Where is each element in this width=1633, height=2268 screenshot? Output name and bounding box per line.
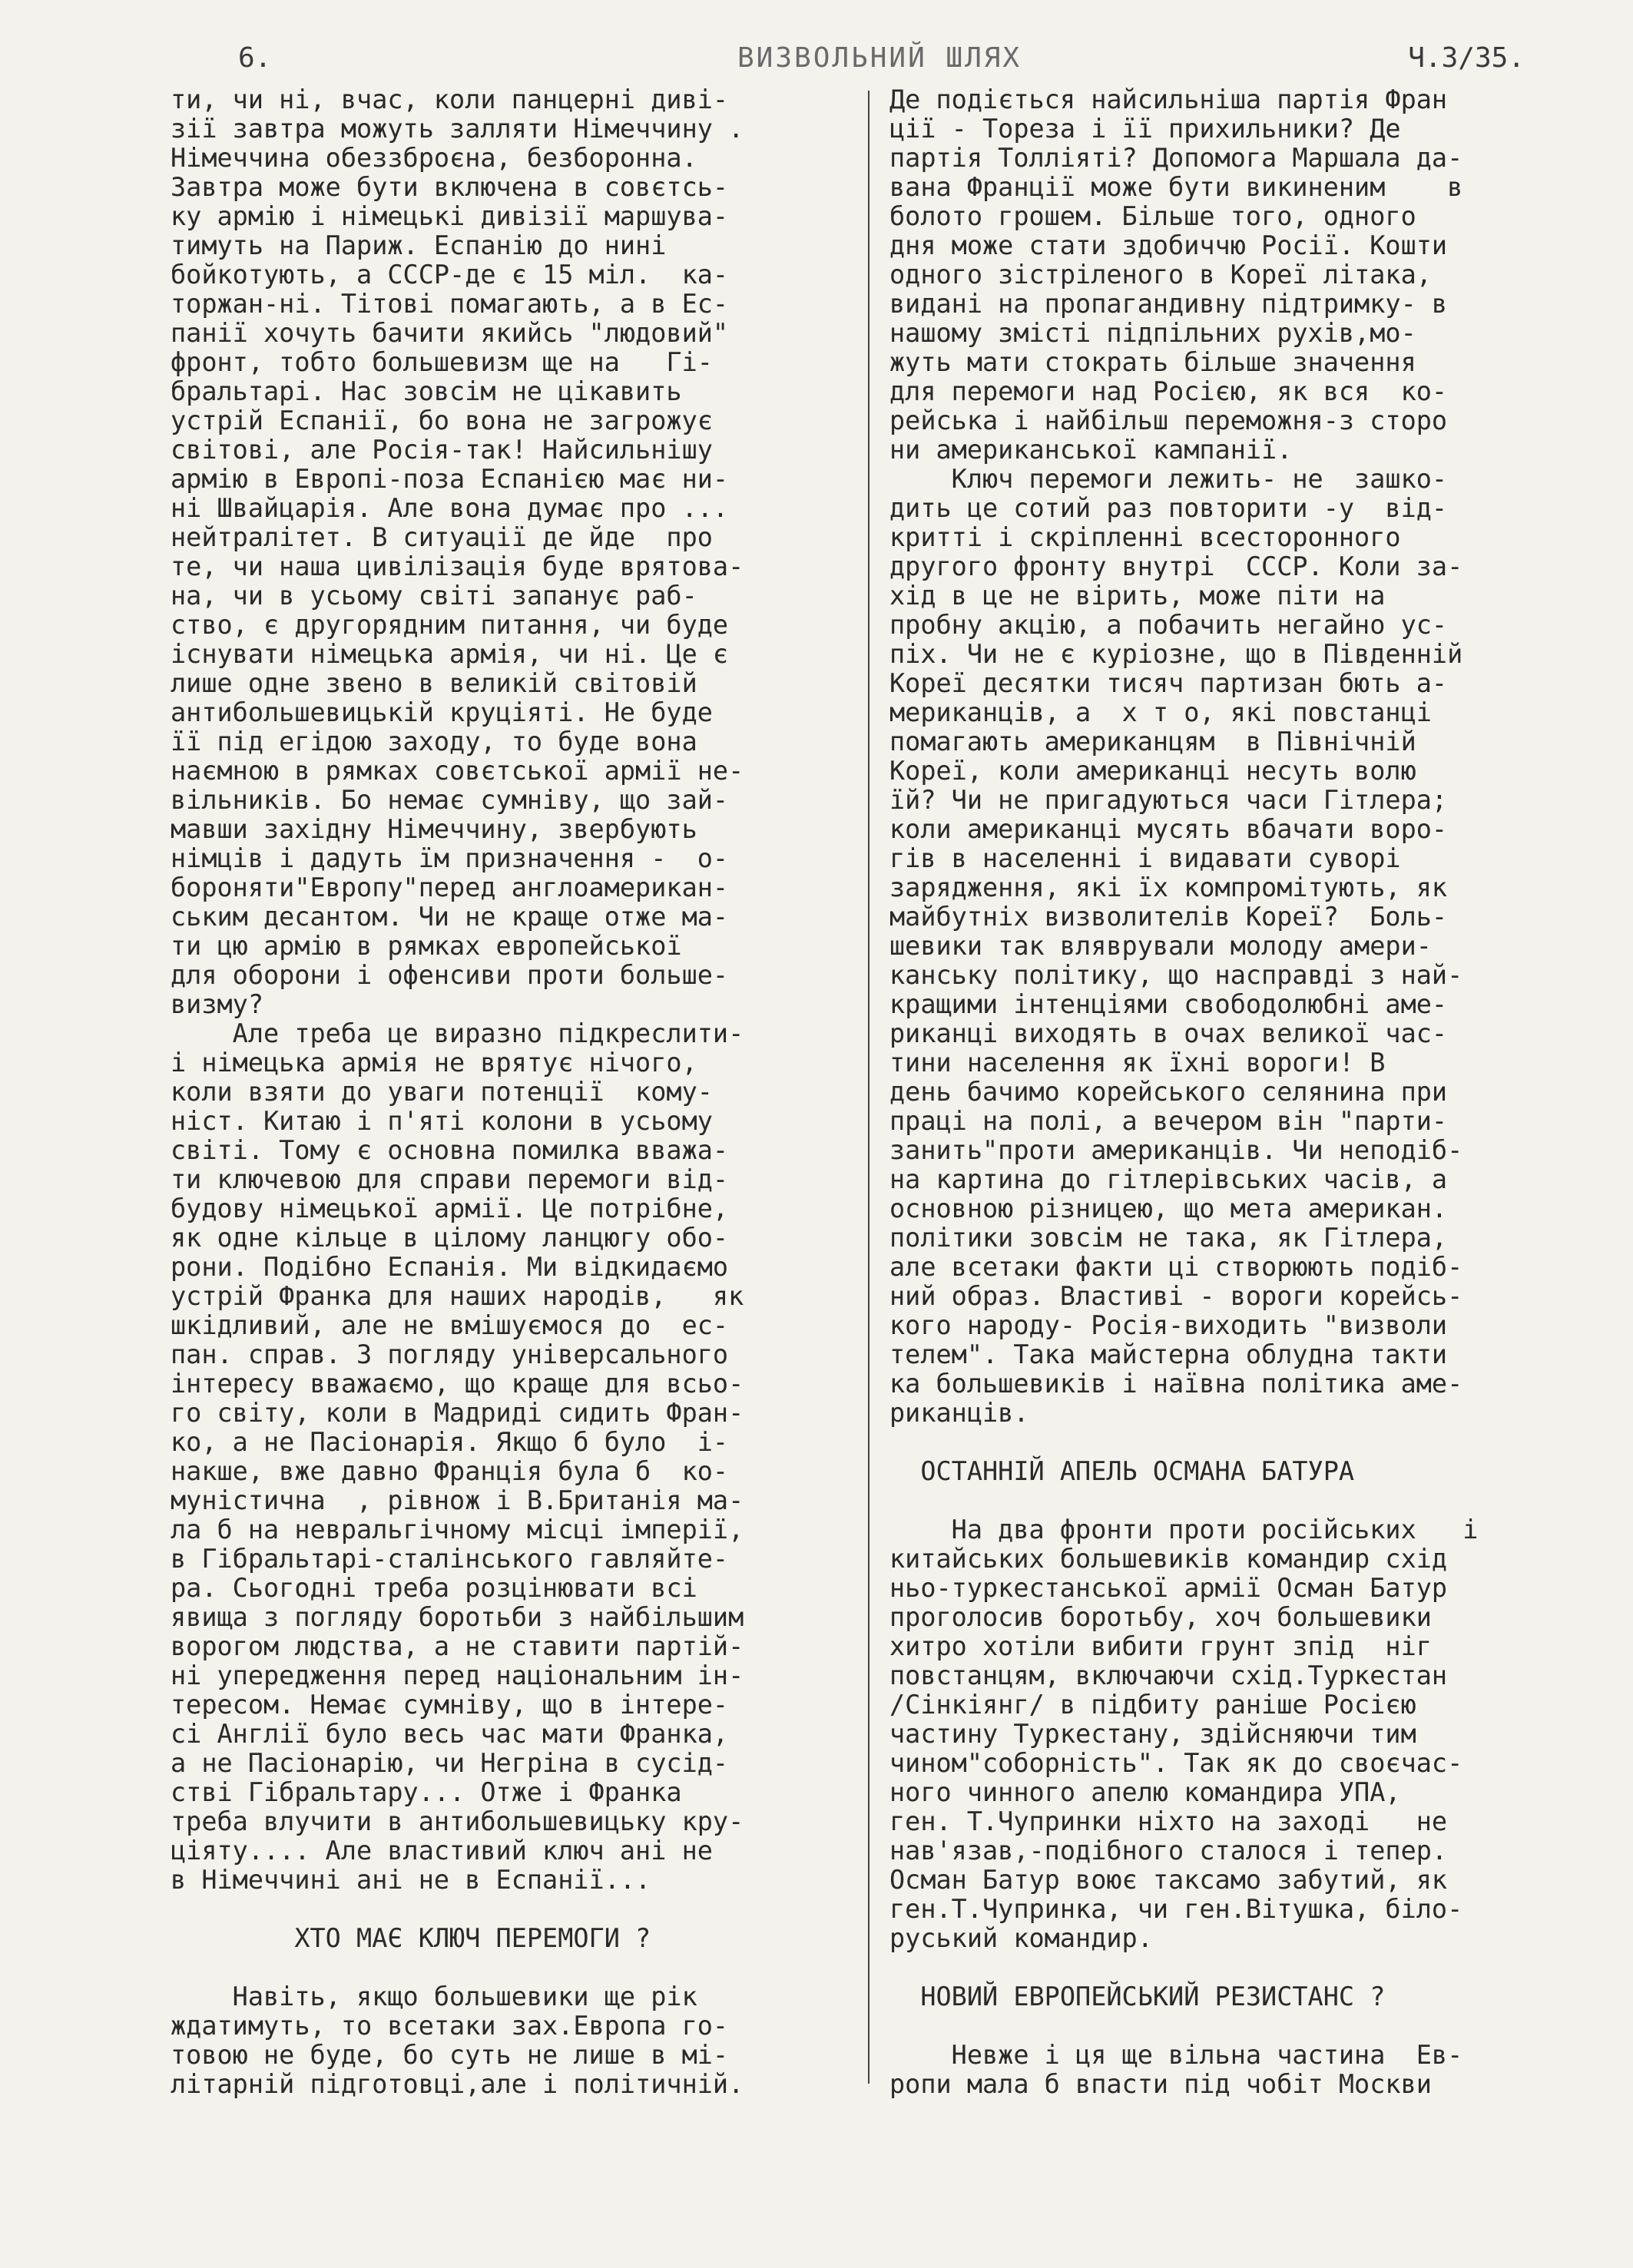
text-line: день бачимо корейського селянина при	[889, 1077, 1448, 1107]
text-line: ла б на невральгічному місці імперії,	[171, 1515, 744, 1545]
text-line: ціяту.... Але властивий ключ ані не	[171, 1836, 713, 1866]
text-line: Завтра може бути включена в совєтсь-	[171, 172, 729, 202]
text-line: На два фронти проти російських і	[889, 1515, 1479, 1545]
text-line: в Гібральтарі-сталінського гавляйте-	[171, 1544, 729, 1574]
text-line: Німеччина обеззброєна, безборонна.	[171, 143, 697, 173]
text-line: існувати німецька армія, чи ні. Це є	[171, 639, 729, 669]
text-line: бральтарі. Нас зовсім не цікавить	[171, 376, 682, 406]
text-line: риканці виходять в очах великої час-	[889, 1018, 1448, 1048]
text-line: /Сінкіянг/ в підбиту раніше Росією	[889, 1690, 1416, 1720]
issue-number: Ч.3/35.	[1408, 42, 1525, 74]
text-line: нашому змісті підпільних рухів,мо-	[889, 318, 1416, 348]
text-line: лише одне звено в великій світовій	[171, 668, 697, 698]
text-line: партія Толліяті? Допомога Маршала да-	[889, 143, 1463, 173]
text-line: фронт, тобто большевизм ще на Гі-	[171, 347, 713, 377]
text-line: ворогом людства, а не ставити партій-	[171, 1631, 744, 1661]
text-line: будову німецької армії. Це потрібне,	[171, 1194, 729, 1223]
text-line: проголосив боротьбу, хоч большевики	[889, 1602, 1432, 1632]
text-line: ти цю армію в рямках европейської	[171, 931, 682, 961]
text-line: устрій Еспанії, бо вона не загрожує	[171, 406, 713, 435]
text-line: інтересу вважаємо, що краще для всьо-	[171, 1369, 744, 1399]
text-line: рони. Подібно Еспанія. Ми відкидаємо	[171, 1252, 729, 1282]
text-line: дня може стати здобиччю Росії. Кошти	[889, 230, 1448, 260]
text-line: гів в населенні і видавати суворі	[889, 843, 1401, 873]
text-line: Але треба це виразно підкреслити-	[171, 1018, 744, 1048]
page-number: 6.	[238, 42, 272, 74]
text-line: Кореї, коли американці несуть волю	[889, 756, 1416, 786]
text-line: ОСТАННІЙ АПЕЛЬ ОСМАНА БАТУРА	[889, 1456, 1355, 1486]
text-line: на, чи в усьому світі запанує раб-	[171, 581, 697, 611]
text-line: бороняти"Европу"перед англоамерикан-	[171, 872, 729, 902]
text-line: риканців.	[889, 1398, 1029, 1428]
text-line: жуть мати стократь більше значення	[889, 347, 1416, 377]
text-line: німців і дадуть їм призначення - о-	[171, 843, 729, 873]
text-line: сі Англії було весь час мати Франка,	[171, 1719, 729, 1749]
text-line: ти, чи ні, вчас, коли панцерні диві-	[171, 84, 729, 114]
text-line: армію в Европі-поза Еспанією має ни-	[171, 464, 729, 494]
text-line: ного чинного апелю командира УПА,	[889, 1777, 1401, 1807]
text-line: дить це сотий раз повторити -у від-	[889, 493, 1448, 523]
text-line: ХТО МАЄ КЛЮЧ ПЕРЕМОГИ ?	[171, 1923, 651, 1953]
text-line: на картина до гітлерівських часів, а	[889, 1164, 1448, 1194]
text-line: бойкотують, а СССР-де є 15 міл. ка-	[171, 260, 729, 290]
text-line: рейська і найбільш переможня-з сторо	[889, 406, 1448, 435]
text-line: болото грошем. Більше того, одного	[889, 201, 1416, 231]
text-line: занить"проти американців. Чи неподіб-	[889, 1135, 1463, 1165]
text-line: ген. Т.Чупринки ніхто на заході не	[889, 1806, 1448, 1836]
text-line: нейтралітет. В ситуації де йде про	[171, 522, 713, 552]
text-line: хід в це не вірить, може піти на	[889, 581, 1386, 611]
text-line: мавши західну Німеччину, звербують	[171, 814, 697, 844]
text-line: але всетаки факти ці створюють подіб-	[889, 1252, 1463, 1282]
text-line: ра. Сьогодні треба розцінювати всі	[171, 1573, 697, 1603]
text-line: вана Франції може бути викиненим в	[889, 172, 1463, 202]
text-line: товою не буде, бо суть не лише в мі-	[171, 2040, 729, 2070]
publication-title: ВИЗВОЛЬНИЙ ШЛЯХ	[737, 42, 1022, 74]
text-line: стві Гібральтару... Отже і Франка	[171, 1777, 682, 1807]
text-line: накше, вже давно Франція була б ко-	[171, 1456, 729, 1486]
text-line: Невже і ця ще вільна частина Ев-	[889, 2040, 1463, 2070]
text-line: китайських большевиків командир схід	[889, 1544, 1448, 1574]
text-line: як одне кільце в цілому ланцюгу обо-	[171, 1223, 729, 1253]
text-line: мериканців, а х т о, які повстанці	[889, 697, 1432, 727]
text-line: пан. справ. З погляду універсального	[171, 1339, 729, 1369]
text-line: кращими інтенціями свободолюбні аме-	[889, 989, 1448, 1019]
text-line: коли американці мусять вбачати воро-	[889, 814, 1448, 844]
text-line: ропи мала б впасти під чобіт Москви	[889, 2069, 1432, 2099]
text-line: Осман Батур воює таксамо забутий, як	[889, 1865, 1448, 1895]
text-line: визму?	[171, 989, 264, 1019]
text-line: торжан-ні. Тітові помагають, а в Ес-	[171, 289, 729, 319]
text-line: ні упередження перед національним ін-	[171, 1660, 744, 1690]
text-line: наємною в рямках совєтської армії не-	[171, 756, 744, 786]
text-line: помагають американцям в Північній	[889, 727, 1416, 757]
text-line: ку армію і німецькі дивізії маршува-	[171, 201, 729, 231]
text-line: панії хочуть бачити якийсь "людовий"	[171, 318, 729, 348]
text-line: видані на пропагандивну підтримку- в	[889, 289, 1448, 319]
text-line: ждатимуть, то всетаки зах.Европа го-	[171, 2011, 729, 2041]
text-line: світові, але Росія-так! Найсильнішу	[171, 435, 713, 465]
text-line: тимуть на Париж. Еспанію до нині	[171, 230, 667, 260]
text-line: кого народу- Росія-виходить "визволи	[889, 1310, 1448, 1340]
text-line: вільників. Бо немає сумніву, що зай-	[171, 785, 729, 815]
text-line: а не Пасіонарію, чи Негріна в сусід-	[171, 1748, 729, 1778]
text-line: антибольшевицькій круціяті. Не буде	[171, 697, 713, 727]
text-line: її під егідою заходу, то буде вона	[171, 727, 697, 757]
text-line: ка большевиків і наївна політика аме-	[889, 1369, 1463, 1399]
text-line: шкідливий, але не вмішуємося до ес-	[171, 1310, 729, 1340]
text-line: те, чи наша цивілізація буде врятова-	[171, 551, 744, 581]
text-line: зарядження, які їх компромітують, як	[889, 872, 1448, 902]
text-line: ніст. Китаю і п'яті колони в усьому	[171, 1106, 713, 1136]
text-line: явища з погляду боротьби з найбільшим	[171, 1602, 744, 1632]
text-line: ний образ. Властиві - вороги корейсь-	[889, 1281, 1463, 1311]
text-line: в Німеччині ані не в Еспанії...	[171, 1865, 651, 1895]
text-line: треба влучити в антибольшевицьку кру-	[171, 1806, 744, 1836]
text-line: політики зовсім не така, як Гітлера,	[889, 1223, 1448, 1253]
text-line: ні Швайцарія. Але вона думає про ...	[171, 493, 729, 523]
text-line: для перемоги над Росією, як вся ко-	[889, 376, 1448, 406]
text-line: хитро хотіли вибити грунт зпід ніг	[889, 1631, 1432, 1661]
text-line: піх. Чи не є куріозне, що в Південній	[889, 639, 1463, 669]
text-line: пробну акцію, а побачить негайно ус-	[889, 610, 1448, 640]
text-line: зії завтра можуть залляти Німеччину .	[171, 114, 744, 144]
text-line: тересом. Немає сумніву, що в інтере-	[171, 1690, 729, 1720]
text-line: майбутніх визволителів Кореї? Боль-	[889, 902, 1448, 932]
text-line: ни американської кампанії.	[889, 435, 1293, 465]
column-divider	[868, 91, 869, 2084]
text-line: Де подіється найсильніша партія Фран	[889, 84, 1448, 114]
text-line: і німецька армія не врятує нічого,	[171, 1048, 697, 1078]
text-line: ти ключевою для справи перемоги від-	[171, 1164, 729, 1194]
text-line: тини населення як їхні вороги! В	[889, 1048, 1386, 1078]
text-line: устрій Франка для наших народів, як	[171, 1281, 744, 1311]
text-line: для оборони і офенсиви проти больше-	[171, 960, 729, 990]
text-line: чином"соборність". Так як до своєчас-	[889, 1748, 1463, 1778]
text-line: шевики так вляврували молоду амери-	[889, 931, 1432, 961]
text-line: літарній підготовці,але і політичній.	[171, 2069, 744, 2099]
text-line: нав'язав,-подібного сталося і тепер.	[889, 1836, 1448, 1866]
text-line: світі. Тому є основна помилка вважа-	[171, 1135, 729, 1165]
text-line: руський командир.	[889, 1923, 1153, 1953]
text-line: ції - Тореза і її прихильники? Де	[889, 114, 1401, 144]
text-line: одного зістріленого в Кореї літака,	[889, 260, 1432, 290]
text-line: телем". Така майстерна облудна такти	[889, 1339, 1448, 1369]
text-line: канську політику, що насправді з най-	[889, 960, 1463, 990]
text-line: ко, а не Пасіонарія. Якщо б було і-	[171, 1427, 729, 1457]
text-line: повстанцям, включаючи схід.Туркестан	[889, 1660, 1448, 1690]
text-line: праці на полі, а вечером він "парти-	[889, 1106, 1448, 1136]
text-line: їй? Чи не пригадуються часи Гітлера;	[889, 785, 1448, 815]
text-line: НОВИЙ ЕВРОПЕЙСЬКИЙ РЕЗИСТАНС ?	[889, 1982, 1386, 2011]
text-line: Кореї десятки тисяч партизан бють а-	[889, 668, 1448, 698]
text-line: Навіть, якщо большевики ще рік	[171, 1982, 697, 2011]
text-line: ським десантом. Чи не краще отже ма-	[171, 902, 729, 932]
text-line: муністична , рівнож і В.Британія ма-	[171, 1485, 744, 1515]
text-line: основною різницею, що мета американ.	[889, 1194, 1448, 1223]
text-line: другого фронту внутрі СССР. Коли за-	[889, 551, 1463, 581]
text-line: Ключ перемоги лежить- не зашко-	[889, 464, 1448, 494]
text-line: ньо-туркестанської армії Осман Батур	[889, 1573, 1448, 1603]
text-line: ген.Т.Чупринка, чи ген.Вітушка, біло-	[889, 1894, 1463, 1924]
text-line: коли взяти до уваги потенції кому-	[171, 1077, 713, 1107]
text-line: го світу, коли в Мадриді сидить Фран-	[171, 1398, 744, 1428]
text-line: частину Туркестану, здійсняючи тим	[889, 1719, 1416, 1749]
text-line: критті і скріпленні всесторонного	[889, 522, 1401, 552]
text-line: ство, є другорядним питання, чи буде	[171, 610, 729, 640]
page-header	[230, 37, 1536, 80]
